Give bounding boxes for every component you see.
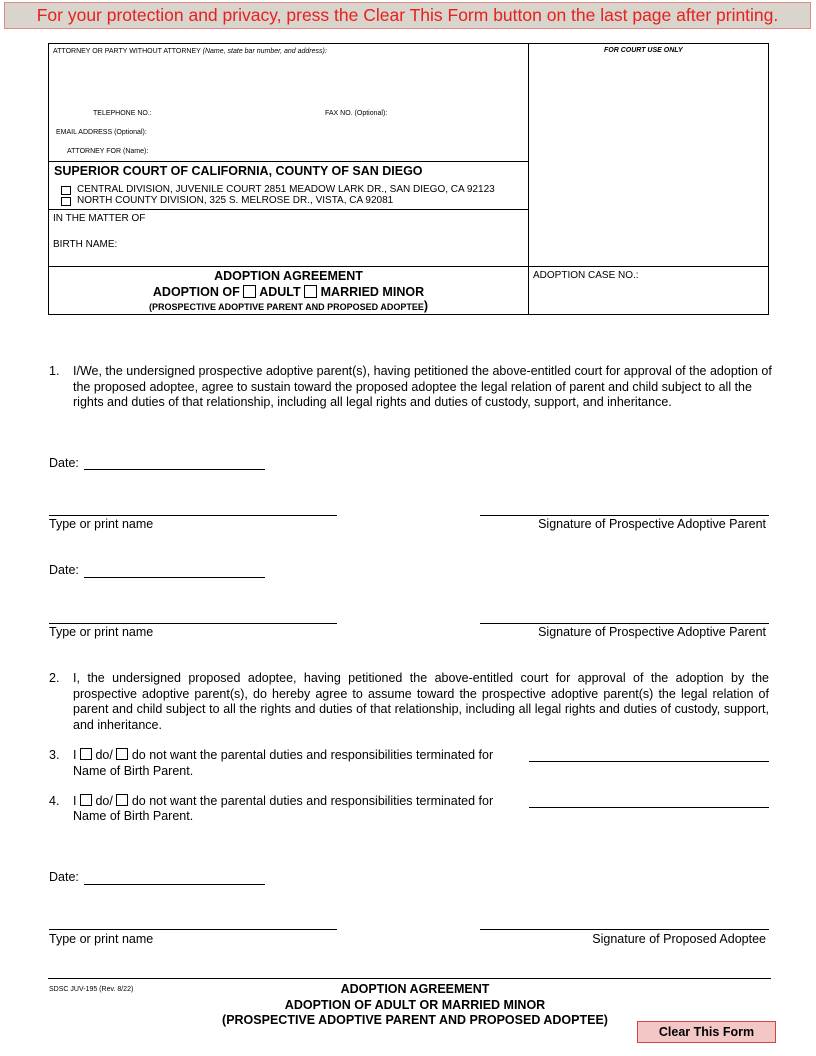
- court-section: [49, 161, 528, 209]
- item3-text: I do/ do not want the parental duties and responsibilities terminated for: [73, 748, 494, 762]
- print-name-line[interactable]: [49, 515, 337, 516]
- privacy-banner: For your protection and privacy, press the Clear This Form button on the last page after printing.: [4, 2, 811, 29]
- form-caption: [48, 43, 769, 315]
- matter-label: IN THE MATTER OF: [53, 213, 146, 224]
- form-title-line1: ADOPTION AGREEMENT: [214, 269, 363, 283]
- court-name: SUPERIOR COURT OF CALIFORNIA, COUNTY OF SAN DIEGO: [54, 164, 423, 178]
- clear-form-button[interactable]: Clear This Form: [637, 1021, 776, 1043]
- footer-title-line: ADOPTION OF ADULT OR MARRIED MINOR: [284, 997, 546, 1012]
- date-label: Date:: [49, 870, 79, 884]
- type-print-name-label: Type or print name: [49, 932, 154, 946]
- attorney-for-label: ATTORNEY FOR (Name):: [67, 148, 149, 155]
- item3-birth-parent-line[interactable]: [529, 761, 769, 762]
- item1-number: 1.: [49, 364, 60, 378]
- date-line[interactable]: [84, 577, 265, 578]
- date-line[interactable]: [84, 884, 265, 885]
- telephone-label: TELEPHONE NO.:: [93, 110, 152, 117]
- north-county-division-checkbox[interactable]: [61, 197, 71, 206]
- item2-text: I, the undersigned proposed adoptee, having petitioned the above-entitled court for approval of the adoption by the prospective adoptive parent(s), do hereby agree to assume toward the prospective adoptive parent(s) the legal relation of parent and child subject to all the rights and duties of that relationship, including all legal rights and duties of custody, support, and inheritance.: [73, 671, 769, 732]
- signature-line[interactable]: [480, 623, 769, 624]
- matter-section: [49, 209, 528, 266]
- signature-line[interactable]: [480, 929, 769, 930]
- print-name-line[interactable]: [49, 929, 337, 930]
- date-label: Date:: [49, 456, 79, 470]
- type-print-name-label: Type or print name: [49, 517, 154, 531]
- adoptee-signature-label: Signature of Proposed Adoptee: [592, 932, 766, 946]
- item3-number: 3.: [49, 748, 60, 762]
- email-label: EMAIL ADDRESS (Optional):: [56, 129, 147, 136]
- parent-signature-label: Signature of Prospective Adoptive Parent: [538, 517, 766, 531]
- parent-signature-label: Signature of Prospective Adoptive Parent: [538, 625, 766, 639]
- item4-number: 4.: [49, 794, 60, 808]
- attorney-section: [49, 44, 528, 161]
- date-line[interactable]: [84, 469, 265, 470]
- fax-label: FAX NO. (Optional):: [325, 110, 388, 117]
- central-division-label: CENTRAL DIVISION, JUVENILE COURT 2851 MEADOW LARK DR., SAN DIEGO, CA 92123: [77, 184, 495, 195]
- item4-text: I do/ do not want the parental duties and responsibilities terminated for: [73, 794, 494, 808]
- footer-title-line: ADOPTION AGREEMENT: [340, 982, 490, 996]
- item1-text: I/We, the undersigned prospective adoptive parent(s), having petitioned the above-entitled court for approval of the adoption of the proposed adoptee, agree to sustain toward the proposed adoptee the legal relation of parent and child subject to all the rights and duties of that relationship, including all legal rights and duties of custody, support, and inheritance.: [73, 364, 772, 409]
- married-minor-checkbox[interactable]: [304, 285, 317, 298]
- footer-title-line: (PROSPECTIVE ADOPTIVE PARENT AND PROPOSED ADOPTEE): [222, 1013, 608, 1027]
- central-division-checkbox[interactable]: [61, 186, 71, 195]
- adult-checkbox[interactable]: [243, 285, 256, 298]
- footer-rule: [48, 978, 771, 979]
- item4-do-checkbox[interactable]: [80, 794, 92, 806]
- caption-left-column: [49, 44, 529, 314]
- signature-line[interactable]: [480, 515, 769, 516]
- form-title-line3: (PROSPECTIVE ADOPTIVE PARENT AND PROPOSED ADOPTEE): [148, 299, 429, 313]
- item2-number: 2.: [49, 671, 60, 685]
- print-name-line[interactable]: [49, 623, 337, 624]
- item3-do-not-checkbox[interactable]: [116, 748, 128, 760]
- case-number-section: [529, 266, 769, 315]
- attorney-label: ATTORNEY OR PARTY WITHOUT ATTORNEY (Name, state bar number, and address):: [53, 48, 327, 55]
- form-title-line2: ADOPTION OF ADULT MARRIED MINOR: [152, 285, 425, 299]
- birth-name-label: BIRTH NAME:: [53, 239, 118, 250]
- item4-birth-parent-line[interactable]: [529, 807, 769, 808]
- item3-do-checkbox[interactable]: [80, 748, 92, 760]
- form-id: SDSC JUV-195 (Rev. 8/22): [49, 986, 134, 993]
- case-number-label: ADOPTION CASE NO.:: [533, 270, 639, 281]
- form-title: [49, 266, 528, 315]
- north-county-division-label: NORTH COUNTY DIVISION, 325 S. MELROSE DR., VISTA, CA 92081: [77, 195, 394, 206]
- item3-birth-parent-label: Name of Birth Parent.: [73, 764, 194, 778]
- court-use-label: FOR COURT USE ONLY: [604, 47, 683, 54]
- item4-birth-parent-label: Name of Birth Parent.: [73, 809, 194, 823]
- item4-do-not-checkbox[interactable]: [116, 794, 128, 806]
- date-label: Date:: [49, 563, 79, 577]
- type-print-name-label: Type or print name: [49, 625, 154, 639]
- footer-title: [200, 982, 630, 1029]
